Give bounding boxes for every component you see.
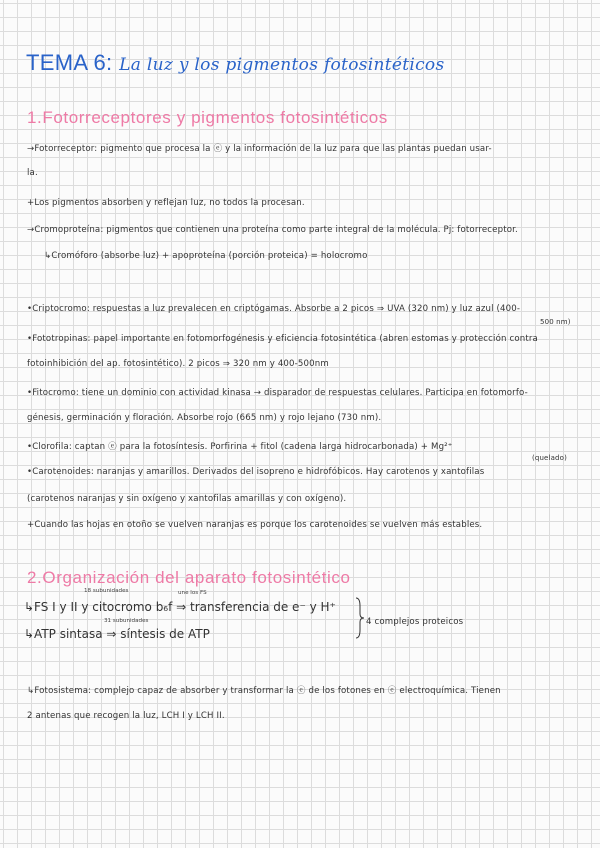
text-line: •Criptocromo: respuestas a luz prevalecen en criptógamas. Absorbe a 2 picos ⇒ UVA (320 nm) y luz azul (400- [27, 304, 521, 314]
note-entre-fs: une los FS [178, 590, 207, 596]
text-line: ↳Fotosistema: complejo capaz de absorber y transformar la ⓔ de los fotones en ⓔ electroquímica. Tienen [27, 686, 501, 696]
curly-brace-icon [354, 596, 366, 640]
text-line: +Los pigmentos absorben y reflejan luz, no todos la procesan. [27, 198, 305, 208]
text-line: 500 nm) [540, 318, 571, 326]
text-line: •Clorofila: captan ⓔ para la fotosíntesis. Porfirina + fitol (cadena larga hidrocarbonada) + Mg²⁺ [27, 442, 453, 452]
note-subunits-top: 18 subunidades [84, 588, 129, 594]
text-line: (quelado) [532, 454, 567, 462]
note-subunits-bottom: 31 subunidades [104, 618, 149, 624]
text-line: •Fitocromo: tiene un dominio con actividad kinasa → disparador de respuestas celulares. Participa en fotomorfo- [27, 388, 528, 398]
text-line: →Fotorreceptor: pigmento que procesa la ⓔ y la información de la luz para que las plantas puedan usar- [27, 144, 492, 154]
text-line: fotoinhibición del ap. fotosintético). 2 picos ⇒ 320 nm y 400-500nm [27, 359, 329, 369]
atp-line: ↳ATP sintasa ⇒ síntesis de ATP [24, 627, 210, 641]
text-line: génesis, germinación y floración. Absorbe rojo (665 nm) y rojo lejano (730 nm). [27, 413, 382, 423]
text-line: 2 antenas que recogen la luz, LCH I y LCH II. [27, 711, 225, 721]
section-2-heading: 2.Organización del aparato fotosintético [27, 568, 351, 587]
section-1-heading: 1.Fotorreceptores y pigmentos fotosintéticos [27, 108, 388, 127]
text-line: •Carotenoides: naranjas y amarillos. Derivados del isopreno e hidrofóbicos. Hay carotenos y xantofilas [27, 467, 485, 477]
text-line: •Fototropinas: papel importante en fotomorfogénesis y eficiencia fotosintética (abren estomas y protección contra [27, 334, 538, 344]
fs-line: ↳FS I y II y citocromo b₆f ⇒ transferencia de e⁻ y H⁺ [24, 600, 336, 614]
page-title [26, 50, 445, 76]
text-line: la. [27, 168, 38, 178]
text-line: +Cuando las hojas en otoño se vuelven naranjas es porque los carotenoides se vuelven más estables. [27, 520, 483, 530]
text-line: (carotenos naranjas y sin oxígeno y xantofilas amarillas y con oxígeno). [27, 494, 347, 504]
brace-note: 4 complejos proteicos [366, 617, 464, 627]
text-line: →Cromoproteína: pigmentos que contienen una proteína como parte integral de la molécula. Pj: fotorreceptor. [27, 225, 518, 235]
text-line: ↳Cromóforo (absorbe luz) + apoproteína (porción proteica) = holocromo [44, 251, 368, 261]
title-text: La luz y los pigmentos fotosintéticos [119, 55, 445, 75]
title-number: TEMA 6: [26, 50, 113, 75]
